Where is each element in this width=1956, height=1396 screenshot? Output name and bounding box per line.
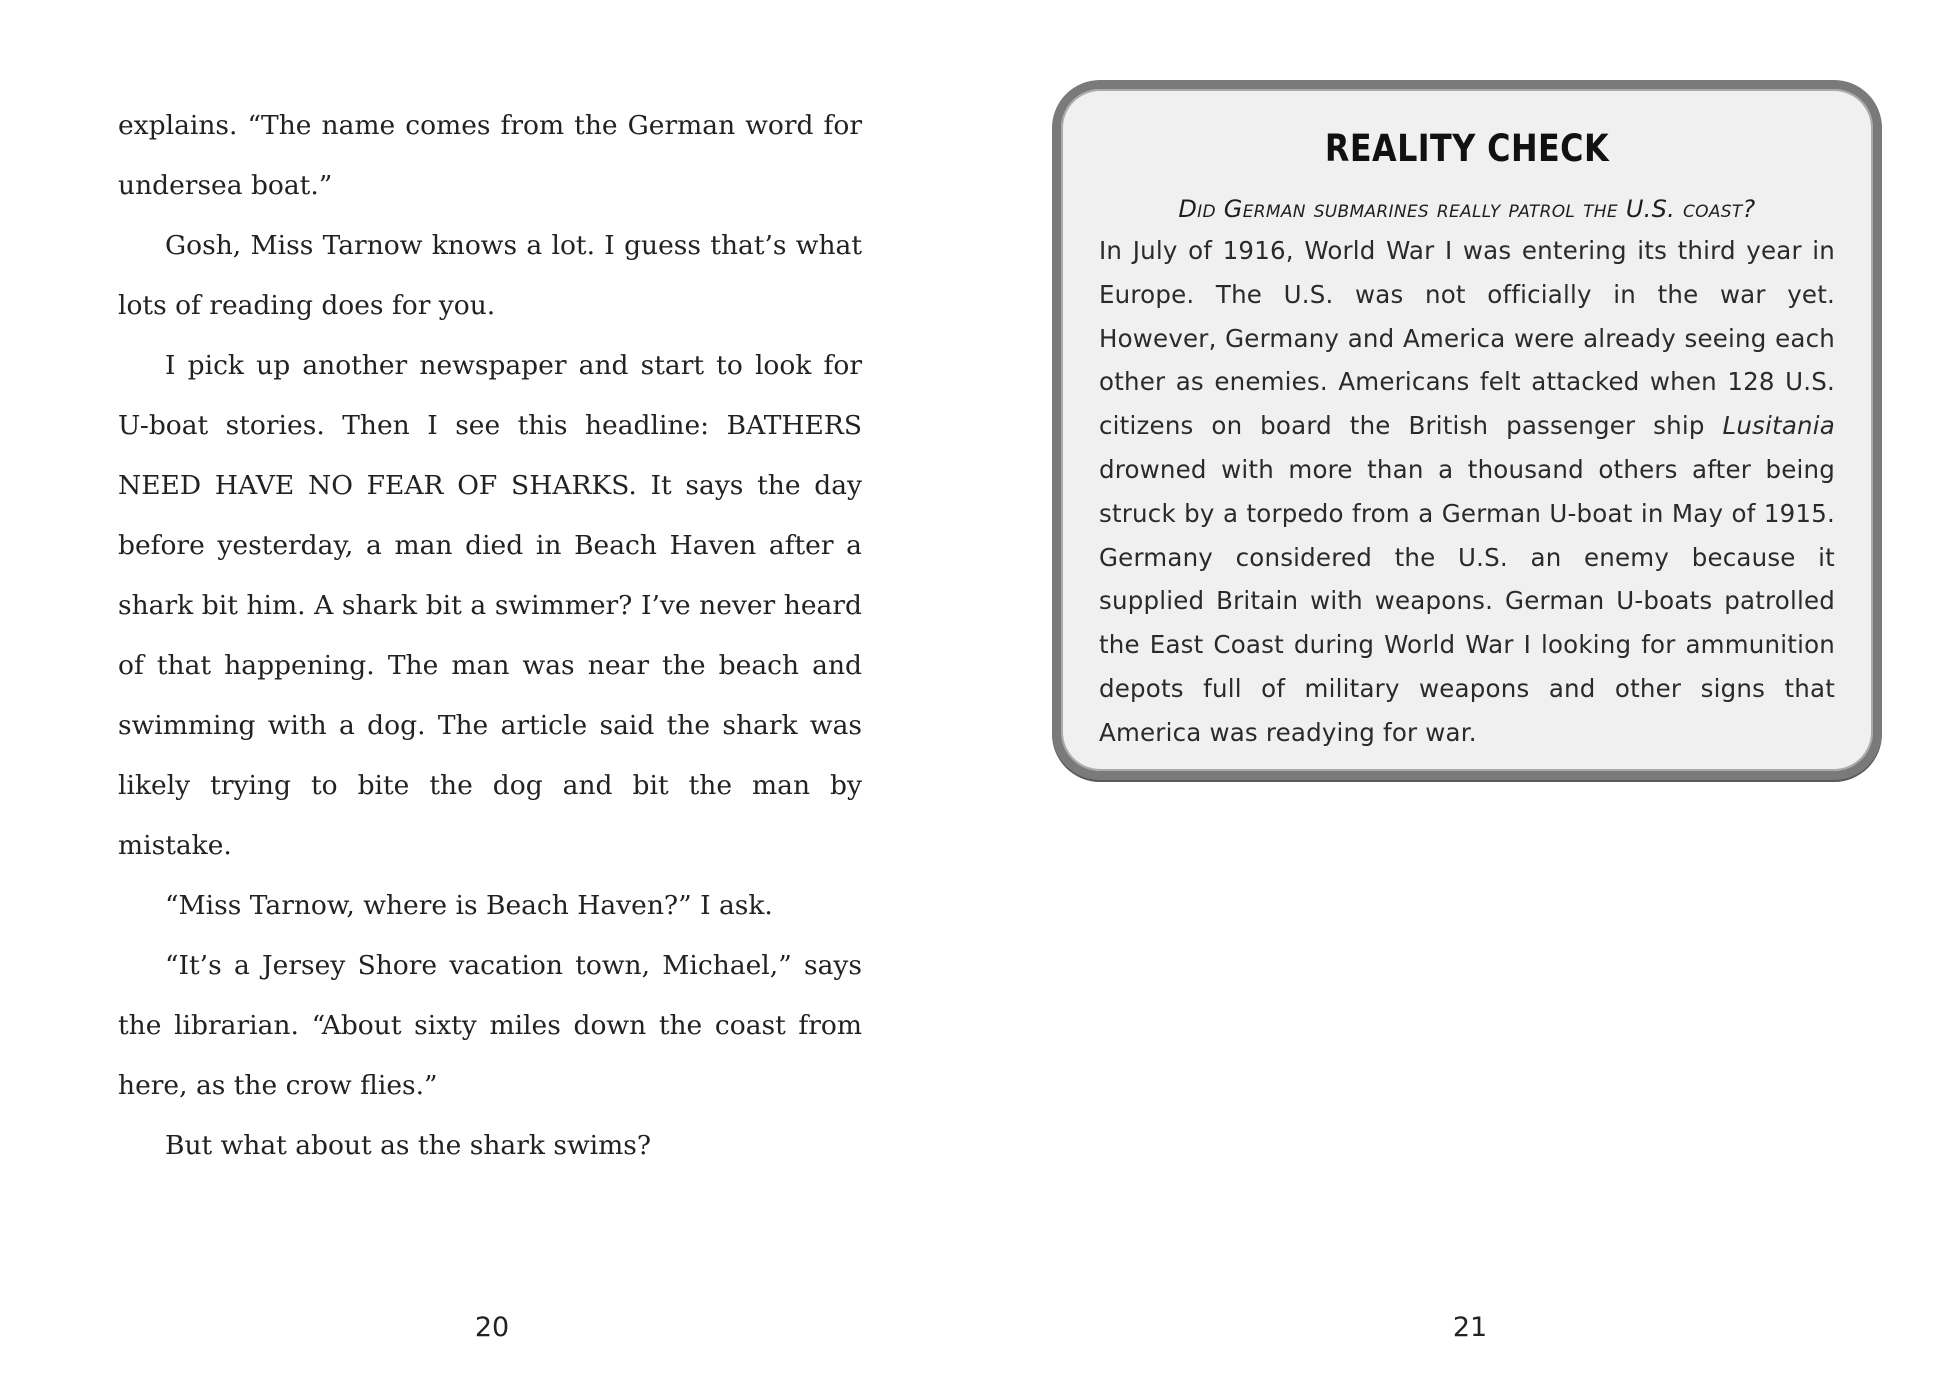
reality-body-text: In July of 1916, World War I was entering its third year in Europe. The U.S. was not officially in the war yet. However, Germany and America were already seeing each other as enemies. Americans felt attacked when 128 U.S. citizens on board the British passenger ship (1099, 236, 1835, 441)
reality-body-text: drowned with more than a thousand others after being struck by a torpedo from a German U-boat in May of 1915. Germany considered the U.S. an enemy because it supplied Britain with weapons. German U-boats patrolled the East Coast during World War I looking for ammunition depots full of military weapons and other signs that America was readying for war. (1099, 454, 1835, 747)
reality-check-box (1052, 80, 1882, 780)
story-paragraph: I pick up another newspaper and start to look for U-boat stories. Then I see this headline: BATHERS NEED HAVE NO FEAR OF SHARKS. It says the day before yesterday, a man died in Beach Haven after a shark bit him. A shark bit a swimmer? I’ve never heard of that happening. The man was near the beach and swimming with a dog. The article said the shark was likely trying to bite the dog and bit the man by mistake. (118, 350, 862, 861)
reality-check-question: Did German submarines really patrol the U.S. coast? (1178, 195, 1756, 223)
page-number-right: 21 (1452, 1312, 1488, 1343)
story-text (118, 96, 862, 1176)
story-paragraph: “It’s a Jersey Shore vacation town, Michael,” says the librarian. “About sixty miles down the coast from here, as the crow flies.” (118, 950, 862, 1101)
ship-name: Lusitania (1722, 411, 1835, 441)
story-paragraph: Gosh, Miss Tarnow knows a lot. I guess that’s what lots of reading does for you. (118, 230, 862, 321)
page-number-left: 20 (474, 1312, 510, 1343)
right-page (978, 0, 1956, 1396)
reality-check-title: REALITY CHECK (1324, 127, 1610, 170)
story-paragraph: But what about as the shark swims? (165, 1130, 652, 1161)
story-paragraph: explains. “The name comes from the German word for undersea boat.” (118, 110, 862, 201)
reality-check-body (1099, 229, 1835, 755)
story-paragraph: “Miss Tarnow, where is Beach Haven?” I ask. (165, 890, 773, 921)
